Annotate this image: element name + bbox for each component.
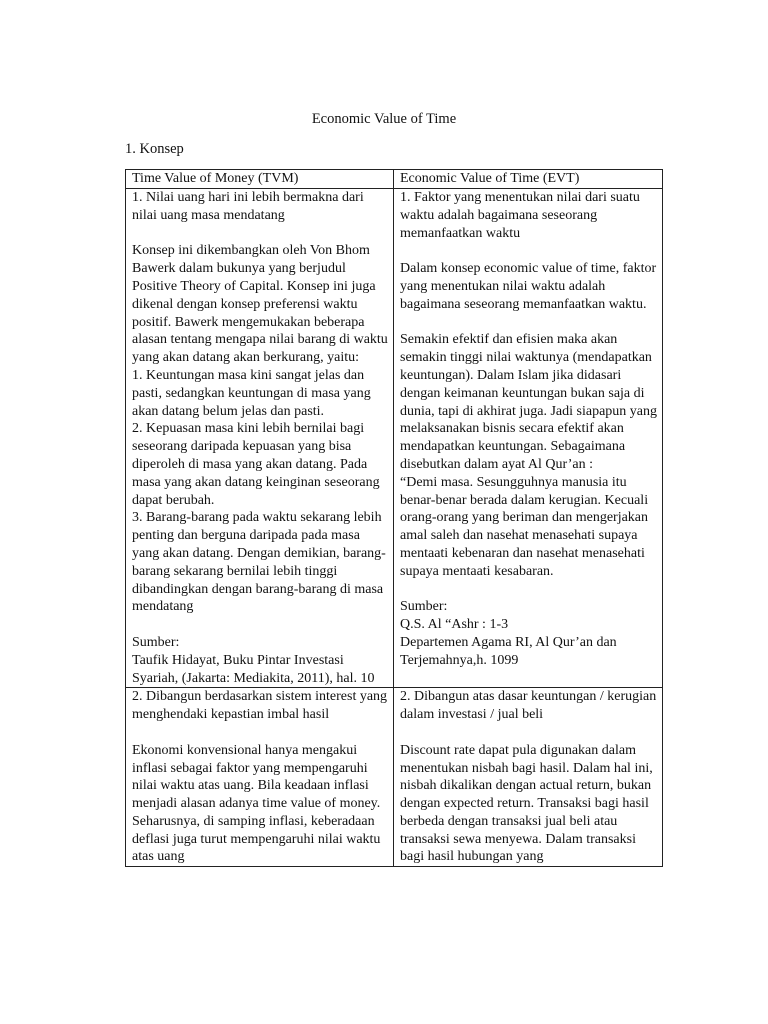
source-citation: Q.S. Al “Ashr : 1-3 <box>400 617 509 633</box>
paragraph: 1. Nilai uang hari ini lebih bermakna dari nilai uang masa mendatang <box>132 190 364 223</box>
paragraph: Discount rate dapat pula digunakan dalam menentukan nisbah bagi hasil. Dalam hal ini, nisbah dikalikan dengan actual return, bukan dengan expected return. Transaksi bagi hasil berbeda dengan transaksi jual beli atau transaksi sewa menyewa. Dalam transaksi bagi hasil hubungan yang <box>400 742 653 865</box>
table-row <box>126 189 663 688</box>
table-row <box>126 688 663 867</box>
section-heading: 1. Konsep <box>125 141 184 157</box>
paragraph-gap <box>400 581 658 599</box>
cell-tvm-1 <box>126 189 394 688</box>
paragraph: 1. Faktor yang menentukan nilai dari suatu waktu adalah bagaimana seseorang memanfaatkan waktu <box>400 190 640 241</box>
quote: “Demi masa. Sesungguhnya manusia itu benar-benar berada dalam kerugian. Kecuali orang-orang yang beriman dan mengerjakan amal saleh dan nasehat menasehati supaya mentaati kebenaran dan nasehat menasehati supaya mentaati kesabaran. <box>400 474 649 579</box>
paragraph: 2. Dibangun berdasarkan sistem interest yang menghendaki kepastian imbal hasil <box>132 689 388 723</box>
list-item: 3. Barang-barang pada waktu sekarang lebih penting dan berguna daripada pada masa yang akan datang. Dengan demikian, barang-barang sekarang bernilai lebih tinggi dibandingkan dengan barang-barang di masa mendatang <box>132 510 386 615</box>
cell-tvm-2 <box>126 688 394 867</box>
source-label: Sumber: <box>400 599 448 615</box>
table-header-row <box>126 170 663 189</box>
cell-evt-2 <box>394 688 663 867</box>
paragraph-gap <box>132 724 389 742</box>
paragraph-gap <box>400 314 658 332</box>
header-evt: Economic Value of Time (EVT) <box>394 170 663 189</box>
source-citation: Departemen Agama RI, Al Qur’an dan Terjemahnya,h. 1099 <box>400 634 617 668</box>
source-citation: Taufik Hidayat, Buku Pintar Investasi Syariah, (Jakarta: Mediakita, 2011), hal. 10 <box>132 652 375 686</box>
cell-evt-1 <box>394 189 663 688</box>
source-label: Sumber: <box>132 634 180 650</box>
paragraph-gap <box>132 225 389 243</box>
paragraph: Ekonomi konvensional hanya mengakui inflasi sebagai faktor yang mempengaruhi nilai waktu atas uang. Bila keadaan inflasi menjadi alasan adanya time value of money. Seharusnya, di samping inflasi, keberadaan deflasi juga turut mempengaruhi nilai waktu atas uang <box>132 742 381 865</box>
page-title: Economic Value of Time <box>311 111 457 127</box>
paragraph-gap <box>132 616 389 634</box>
paragraph: Konsep ini dikembangkan oleh Von Bhom Bawerk dalam bukunya yang berjudul Positive Theory of Capital. Konsep ini juga dikenal dengan konsep preferensi waktu positif. Bawerk mengemukakan beberapa alasan tentang mengapa nilai barang di waktu yang akan datang akan berkurang, yaitu: <box>132 243 388 366</box>
paragraph-gap <box>400 242 658 260</box>
list-item: 1. Keuntungan masa kini sangat jelas dan pasti, sedangkan keuntungan di masa yang akan datang belum jelas dan pasti. <box>132 367 371 419</box>
paragraph-gap <box>400 724 658 742</box>
comparison-table <box>125 169 663 867</box>
paragraph: Semakin efektif dan efisien maka akan semakin tinggi nilai waktunya (mendapatkan keuntungan). Dalam Islam jika didasari dengan keimanan keuntungan bukan saja di dunia, tapi di akhirat juga. Jadi siapapun yang melaksanakan bisnis secara efektif akan mendapatkan keuntungan. Sebagaimana disebutkan dalam ayat Al Qur’an : <box>400 332 657 472</box>
paragraph: Dalam konsep economic value of time, faktor yang menentukan nilai waktu adalah bagaimana seseorang memanfaatkan waktu. <box>400 261 657 312</box>
paragraph: 2. Dibangun atas dasar keuntungan / kerugian dalam investasi / jual beli <box>400 689 657 723</box>
header-tvm: Time Value of Money (TVM) <box>126 170 394 189</box>
list-item: 2. Kepuasan masa kini lebih bernilai bagi seseorang daripada kepuasan yang bisa diperoleh di masa yang akan datang. Pada masa yang akan datang keinginan seseorang dapat berubah. <box>132 421 380 508</box>
